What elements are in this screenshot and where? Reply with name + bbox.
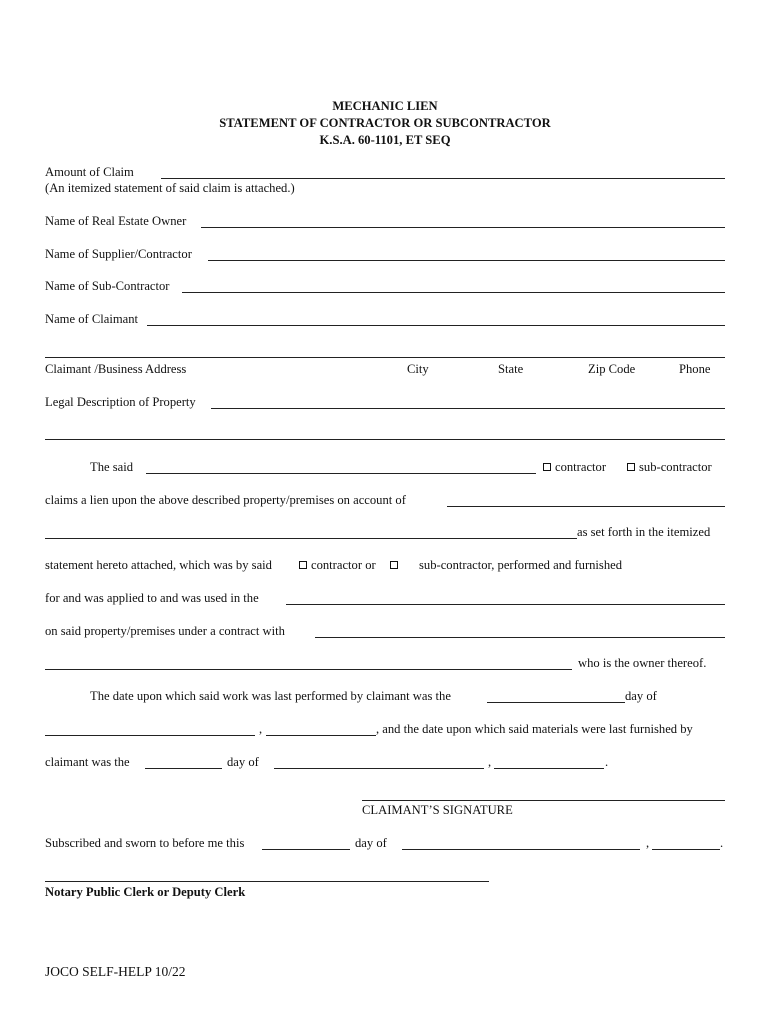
owner-thereof-text: who is the owner thereof. [578,656,707,670]
materials-furnished-text: , and the date upon which said materials were last furnished by [376,722,693,736]
statute-reference: K.S.A. 60-1101, ET SEQ [319,133,451,147]
supplier-contractor-field[interactable] [208,260,725,261]
contractor-or-option[interactable] [299,558,376,572]
contract-with-field[interactable] [315,637,725,638]
furnished-day-field[interactable] [145,768,222,769]
amount-of-claim-label: Amount of Claim [45,165,134,179]
sub-performed-text: sub-contractor, performed and furnished [419,558,623,572]
under-contract-text: on said property/premises under a contract with [45,624,285,638]
the-said-field[interactable] [146,473,536,474]
day-of-text: day of [625,689,657,703]
itemized-note: (An itemized statement of said claim is attached.) [45,181,295,195]
checkbox-icon[interactable] [627,463,635,471]
as-set-forth-text: as set forth in the itemized [577,525,711,539]
claimant-was-the-text: claimant was the [45,755,130,769]
contractor-or-label: contractor or [311,558,376,572]
address-label: Claimant /Business Address [45,362,187,376]
account-of-field-2[interactable] [45,538,577,539]
performed-year-field[interactable] [266,735,376,736]
furnished-month-field[interactable] [274,768,484,769]
statement-attached-text: statement hereto attached, which was by said [45,558,272,572]
city-label: City [407,362,429,376]
notary-label: Notary Public Clerk or Deputy Clerk [45,885,246,899]
claims-lien-text: claims a lien upon the above described property/premises on account of [45,493,406,507]
amount-of-claim-field[interactable] [161,178,725,179]
claimant-label: Name of Claimant [45,312,139,326]
form-title: MECHANIC LIEN [332,99,438,113]
date-last-performed-text: The date upon which said work was last performed by claimant was the [90,689,451,703]
legal-description-label: Legal Description of Property [45,395,196,409]
supplier-contractor-label: Name of Supplier/Contractor [45,247,192,261]
performed-day-field[interactable] [487,702,625,703]
claimant-signature-label: CLAIMANT’S SIGNATURE [362,803,513,817]
zip-code-label: Zip Code [588,362,636,376]
period-text: . [605,755,609,769]
comma-text: , [259,722,263,736]
applied-to-field[interactable] [286,604,725,605]
sub-contractor-option-label: sub-contractor [639,460,712,474]
sub-contractor-option[interactable] [627,460,712,474]
performed-month-field[interactable] [45,735,255,736]
applied-to-text: for and was applied to and was used in the [45,591,259,605]
sworn-month-field[interactable] [402,849,640,850]
contractor-option[interactable] [543,460,606,474]
real-estate-owner-label: Name of Real Estate Owner [45,214,187,228]
sub-contractor-field[interactable] [182,292,725,293]
sworn-day-of-text: day of [355,836,387,850]
sworn-day-field[interactable] [262,849,350,850]
claimant-field[interactable] [147,325,725,326]
notary-signature-field[interactable] [45,881,489,882]
sworn-year-field[interactable] [652,849,720,850]
real-estate-owner-field[interactable] [201,227,725,228]
day-of-text-2: day of [227,755,259,769]
furnished-year-field[interactable] [494,768,604,769]
state-label: State [498,362,524,376]
sub-contractor-performed-option[interactable] [390,558,402,572]
form-subtitle: STATEMENT OF CONTRACTOR OR SUBCONTRACTOR [219,116,551,130]
checkbox-icon[interactable] [390,561,398,569]
sworn-period-text: . [720,836,724,850]
phone-label: Phone [679,362,711,376]
sworn-comma-text: , [646,836,650,850]
legal-description-field-2[interactable] [45,439,725,440]
form-id: JOCO SELF-HELP 10/22 [45,964,186,979]
checkbox-icon[interactable] [543,463,551,471]
comma-text-2: , [488,755,492,769]
checkbox-icon[interactable] [299,561,307,569]
legal-description-field[interactable] [211,408,725,409]
claimant-signature-field[interactable] [362,800,725,801]
address-field[interactable] [45,357,725,358]
sub-contractor-label: Name of Sub-Contractor [45,279,170,293]
account-of-field[interactable] [447,506,725,507]
the-said-label: The said [90,460,134,474]
contractor-option-label: contractor [555,460,607,474]
owner-field[interactable] [45,669,572,670]
subscribed-text: Subscribed and sworn to before me this [45,836,245,850]
